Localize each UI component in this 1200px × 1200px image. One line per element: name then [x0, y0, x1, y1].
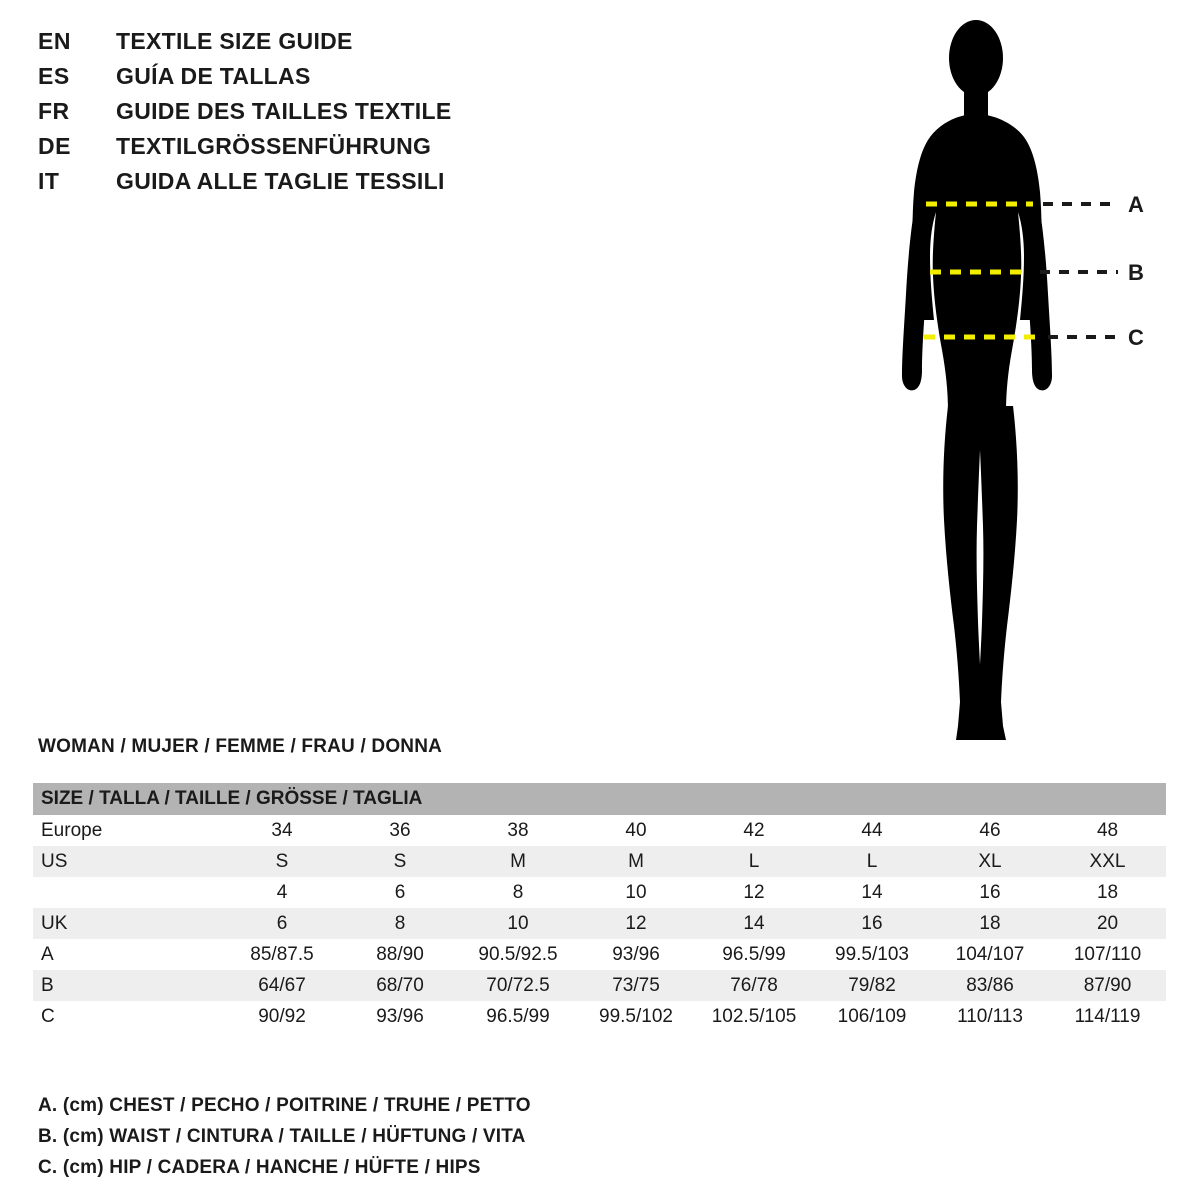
footnote-a: A. (cm) CHEST / PECHO / POITRINE / TRUHE / PETTO — [38, 1095, 531, 1116]
cell: 96.5/99 — [695, 939, 813, 970]
row-label-b: B — [33, 970, 223, 1001]
cell: 8 — [341, 908, 459, 939]
cell: 110/113 — [931, 1001, 1049, 1032]
title-lang-en: EN — [38, 28, 71, 54]
cell: L — [813, 846, 931, 877]
cell: 6 — [223, 908, 341, 939]
title-text-fr: GUIDE DES TAILLES TEXTILE — [116, 98, 452, 124]
cell: 85/87.5 — [223, 939, 341, 970]
title-block — [38, 28, 558, 203]
measure-label-c: C — [1128, 325, 1144, 350]
cell: 12 — [577, 908, 695, 939]
cell: 20 — [1049, 908, 1166, 939]
cell: 64/67 — [223, 970, 341, 1001]
title-text-es: GUÍA DE TALLAS — [116, 63, 311, 89]
cell: 42 — [695, 815, 813, 846]
footnotes — [38, 1090, 738, 1183]
cell: 99.5/102 — [577, 1001, 695, 1032]
title-row-es — [38, 63, 558, 98]
cell: 93/96 — [577, 939, 695, 970]
cell: 16 — [813, 908, 931, 939]
cell: 36 — [341, 815, 459, 846]
cell: 8 — [459, 877, 577, 908]
cell: 70/72.5 — [459, 970, 577, 1001]
title-lang-de: DE — [38, 133, 71, 159]
cell: 18 — [931, 908, 1049, 939]
female-silhouette-icon — [860, 10, 1200, 750]
row-label-uk: UK — [33, 908, 223, 939]
cell: 4 — [223, 877, 341, 908]
cell: 14 — [695, 908, 813, 939]
table-row — [33, 846, 1166, 877]
cell: 10 — [577, 877, 695, 908]
measure-label-a: A — [1128, 192, 1144, 217]
cell: XL — [931, 846, 1049, 877]
row-label-c: C — [33, 1001, 223, 1032]
row-label-us-numeric — [33, 877, 223, 908]
measure-label-b: B — [1128, 260, 1144, 285]
table-row — [33, 1001, 1166, 1032]
table-row — [33, 815, 1166, 846]
title-lang-it: IT — [38, 168, 60, 194]
title-lang-fr: FR — [38, 98, 70, 124]
cell: 6 — [341, 877, 459, 908]
size-table — [33, 783, 1166, 1032]
footnote-b: B. (cm) WAIST / CINTURA / TAILLE / HÜFTUNG / VITA — [38, 1126, 526, 1147]
title-row-it — [38, 168, 558, 203]
table-row — [33, 939, 1166, 970]
title-row-en — [38, 28, 558, 63]
table-row — [33, 877, 1166, 908]
table-header-row — [33, 783, 1166, 815]
cell: 83/86 — [931, 970, 1049, 1001]
cell: 102.5/105 — [695, 1001, 813, 1032]
cell: 99.5/103 — [813, 939, 931, 970]
cell: 16 — [931, 877, 1049, 908]
section-heading: WOMAN / MUJER / FEMME / FRAU / DONNA — [38, 736, 443, 757]
row-label-us: US — [33, 846, 223, 877]
cell: 107/110 — [1049, 939, 1166, 970]
cell: 73/75 — [577, 970, 695, 1001]
cell: 40 — [577, 815, 695, 846]
cell: 68/70 — [341, 970, 459, 1001]
title-text-it: GUIDA ALLE TAGLIE TESSILI — [116, 168, 445, 194]
cell: 48 — [1049, 815, 1166, 846]
cell: S — [223, 846, 341, 877]
cell: 96.5/99 — [459, 1001, 577, 1032]
cell: 90/92 — [223, 1001, 341, 1032]
footnote-c: C. (cm) HIP / CADERA / HANCHE / HÜFTE / HIPS — [38, 1157, 481, 1178]
cell: 10 — [459, 908, 577, 939]
cell: 79/82 — [813, 970, 931, 1001]
cell: 76/78 — [695, 970, 813, 1001]
title-text-de: TEXTILGRÖSSENFÜHRUNG — [116, 133, 432, 159]
cell: 90.5/92.5 — [459, 939, 577, 970]
cell: 46 — [931, 815, 1049, 846]
row-label-europe: Europe — [33, 815, 223, 846]
table-row — [33, 908, 1166, 939]
cell: 88/90 — [341, 939, 459, 970]
cell: 114/119 — [1049, 1001, 1166, 1032]
cell: 18 — [1049, 877, 1166, 908]
cell: 38 — [459, 815, 577, 846]
cell: S — [341, 846, 459, 877]
cell: 106/109 — [813, 1001, 931, 1032]
cell: 34 — [223, 815, 341, 846]
table-header-cell: SIZE / TALLA / TAILLE / GRÖSSE / TAGLIA — [33, 783, 1166, 815]
title-row-fr — [38, 98, 558, 133]
row-label-a: A — [33, 939, 223, 970]
cell: M — [459, 846, 577, 877]
cell: 104/107 — [931, 939, 1049, 970]
title-text-en: TEXTILE SIZE GUIDE — [116, 28, 353, 54]
cell: L — [695, 846, 813, 877]
cell: 44 — [813, 815, 931, 846]
figure-area — [860, 10, 1200, 750]
cell: 14 — [813, 877, 931, 908]
title-row-de — [38, 133, 558, 168]
cell: XXL — [1049, 846, 1166, 877]
cell: 12 — [695, 877, 813, 908]
title-lang-es: ES — [38, 63, 70, 89]
cell: M — [577, 846, 695, 877]
cell: 93/96 — [341, 1001, 459, 1032]
cell: 87/90 — [1049, 970, 1166, 1001]
table-row — [33, 970, 1166, 1001]
